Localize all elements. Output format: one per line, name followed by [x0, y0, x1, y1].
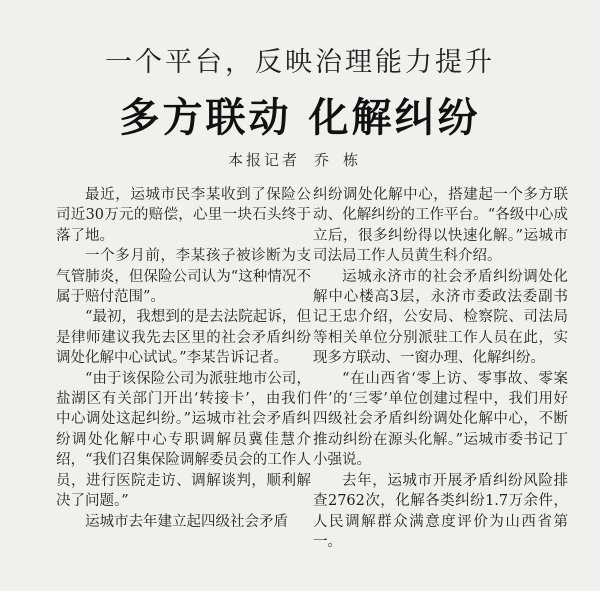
paragraph: 运城永济市的社会矛盾纠纷调处化解中心楼高3层，永济市委政法委副书记王忠介绍，公安局、检察院、司法局等相关单位分别派驻工作人员在此，实现多方联动、一窗办理、化解纠纷。	[313, 268, 568, 367]
paragraph-continued: 纠纷调处化解中心，搭建起一个多方联动、化解纠纷的工作平台。“各级中心成立后，很多纠纷得以快速化解。”运城市司法局工作人员黄生科介绍。	[313, 187, 568, 265]
paragraph: 运城市去年建立起四级社会矛盾	[85, 513, 288, 530]
article-column-right	[313, 185, 568, 552]
article-headline: 多方联动 化解纠纷	[119, 94, 481, 141]
paragraph: “在山西省‘零上访、零事故、零案件’的‘三零’单位创建过程中，我们用好四级社会矛盾纠纷调处化解中心，不断推动纠纷在源头化解。”运城市委书记丁小强说。	[313, 370, 568, 469]
byline-prefix: 本报记者	[227, 151, 300, 169]
paragraph: 去年，运城市开展矛盾纠纷风险排查2762次，化解各类纠纷1.7万余件，人民调解群众满意度评价为山西省第一。	[313, 472, 568, 550]
paragraph: “由于该保险公司为派驻地市公司，盐湖区有关部门开出‘转接卡’，由我们中心调处这起纠纷。”运城市社会矛盾纠纷调处化解中心专职调解员冀佳慧介绍，“我们召集保险调解委员会的工作人员，进行医院走访、调解谈判，顺利解决了问题。”	[56, 370, 311, 510]
article-kicker: 一个平台，反映治理能力提升	[105, 47, 495, 78]
paragraph: 最近，运城市民李某收到了保险公司近30万元的赔偿，心里一块石头终于落了地。	[56, 187, 311, 244]
article-byline	[0, 149, 600, 170]
paragraph: “最初，我想到的是去法院起诉，但是律师建议我先去区里的社会矛盾纠纷调处化解中心试试。”李某告诉记者。	[56, 309, 311, 367]
article-column-left	[56, 185, 311, 532]
paragraph: 一个多月前，李某孩子被诊断为支气管肺炎，但保险公司认为“这种情况不属于赔付范围”。	[56, 248, 311, 306]
byline-author: 乔栋	[314, 151, 373, 169]
